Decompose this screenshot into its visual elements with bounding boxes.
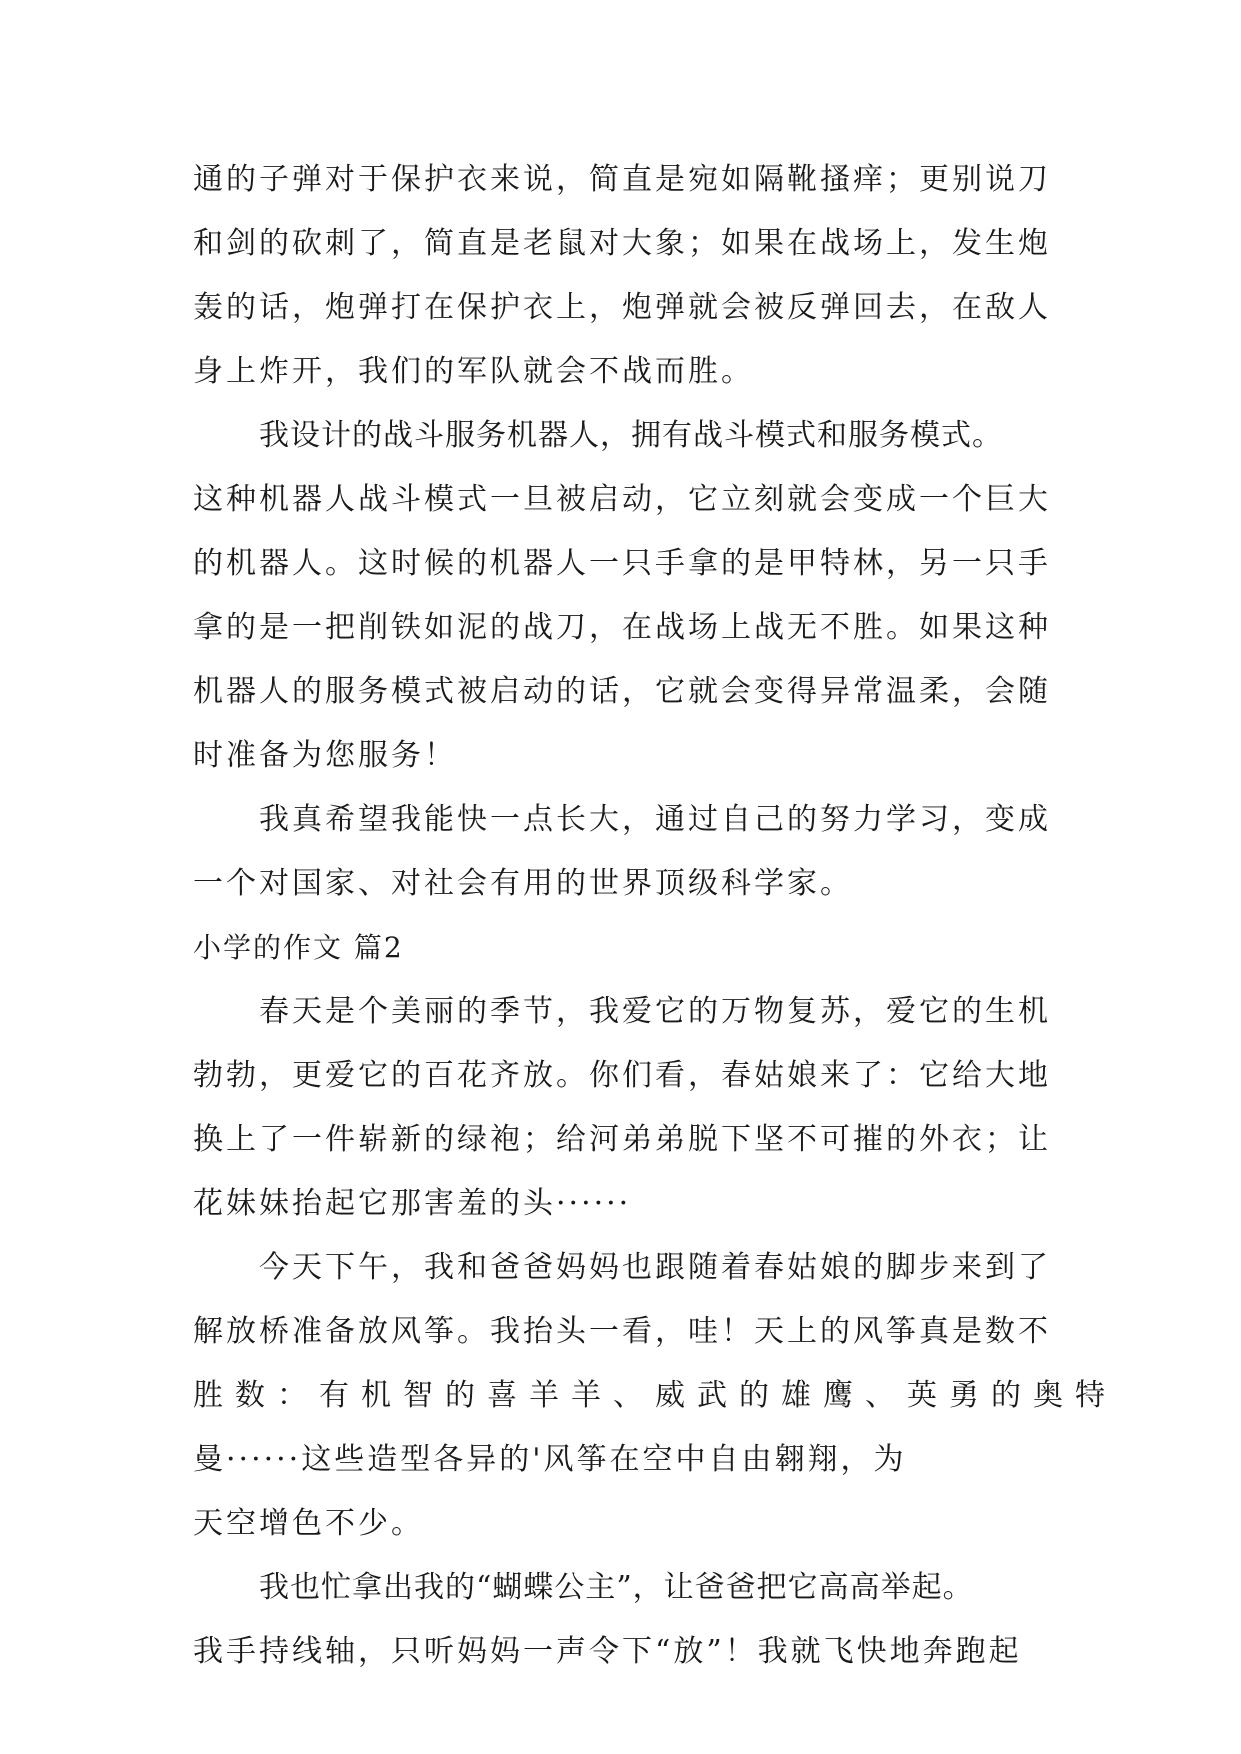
- text-line: 我手持线轴，只听妈妈一声令下“放”！我就飞快地奔跑起: [193, 1634, 1022, 1669]
- section-heading: 小学的作文 篇2: [193, 931, 404, 964]
- text-line: 拿的是一把削铁如泥的战刀，在战场上战无不胜。如果这种: [193, 610, 1051, 645]
- document-body: [193, 148, 1117, 1684]
- text-line: 身上炸开，我们的军队就会不战而胜。: [193, 354, 754, 389]
- text-line: 通的子弹对于保护衣来说，简直是宛如隔靴搔痒；更别说刀: [193, 162, 1051, 197]
- text-line: 胜数：有机智的喜羊羊、威武的雄鹰、英勇的奥特: [193, 1378, 1117, 1413]
- text-line: 和剑的砍刺了，简直是老鼠对大象；如果在战场上，发生炮: [193, 226, 1051, 261]
- text-line: 的机器人。这时候的机器人一只手拿的是甲特林，另一只手: [193, 546, 1051, 581]
- text-line: 一个对国家、对社会有用的世界顶级科学家。: [193, 866, 853, 901]
- text-line: 曼······这些造型各异的'风筝在空中自由翱翔，为: [193, 1442, 907, 1477]
- text-line: 花妹妹抬起它那害羞的头······: [193, 1186, 632, 1221]
- text-line: 天空增色不少。: [193, 1506, 424, 1541]
- paragraph-start-line: 今天下午，我和爸爸妈妈也跟随着春姑娘的脚步来到了: [259, 1250, 1051, 1285]
- paragraph-start-line: 春天是个美丽的季节，我爱它的万物复苏，爱它的生机: [259, 994, 1051, 1029]
- text-line: 勃勃，更爱它的百花齐放。你们看，春姑娘来了：它给大地: [193, 1058, 1051, 1093]
- text-line: 解放桥准备放风筝。我抬头一看，哇！天上的风筝真是数不: [193, 1314, 1051, 1349]
- paragraph-start-line: 我也忙拿出我的“蝴蝶公主”，让爸爸把它高高举起。: [259, 1570, 974, 1605]
- paragraph-start-line: 我真希望我能快一点长大，通过自己的努力学习，变成: [259, 802, 1051, 837]
- text-line: 时准备为您服务！: [193, 738, 457, 773]
- text-line: 换上了一件崭新的绿袍；给河弟弟脱下坚不可摧的外衣；让: [193, 1122, 1051, 1157]
- text-line: 这种机器人战斗模式一旦被启动，它立刻就会变成一个巨大: [193, 482, 1051, 517]
- paragraph-start-line: 我设计的战斗服务机器人，拥有战斗模式和服务模式。: [259, 418, 1003, 453]
- text-line: 机器人的服务模式被启动的话，它就会变得异常温柔，会随: [193, 674, 1051, 709]
- text-line: 轰的话，炮弹打在保护衣上，炮弹就会被反弹回去，在敌人: [193, 290, 1051, 325]
